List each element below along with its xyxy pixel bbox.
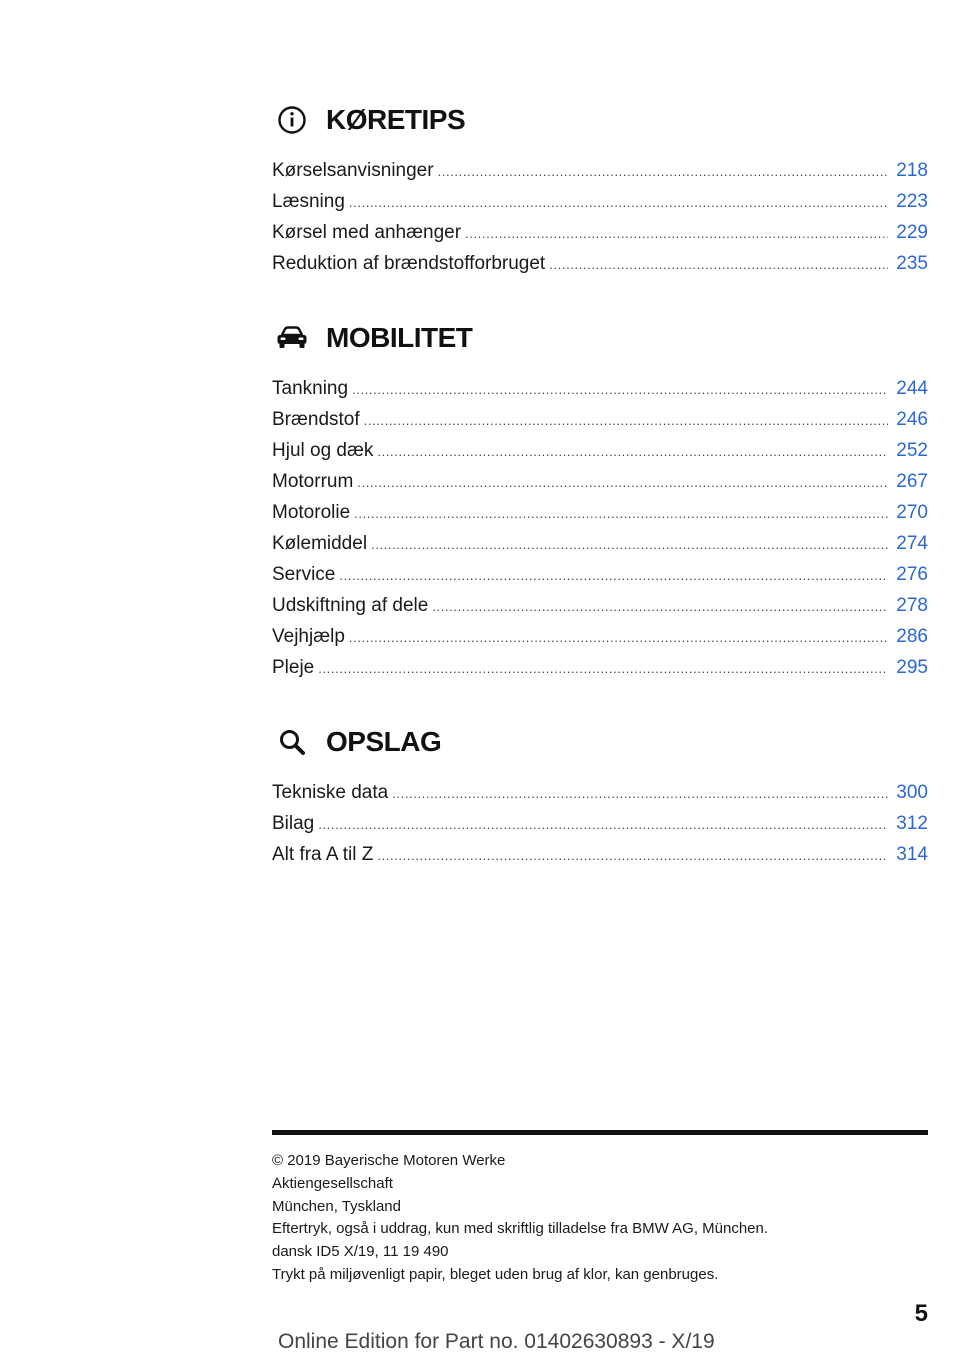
toc-entry-label: Motorrum bbox=[272, 471, 354, 492]
toc-page-link[interactable]: 229 bbox=[896, 222, 928, 243]
search-icon bbox=[272, 727, 312, 757]
toc-entry[interactable] bbox=[272, 626, 928, 657]
section-title: MOBILITET bbox=[326, 322, 473, 353]
toc-page-link[interactable]: 312 bbox=[896, 813, 928, 834]
section-koeretips bbox=[272, 100, 928, 284]
dot-leader bbox=[364, 413, 889, 428]
toc-page-link[interactable]: 314 bbox=[896, 844, 928, 865]
toc-list bbox=[272, 160, 928, 284]
imprint-line: München, Tyskland bbox=[272, 1197, 401, 1215]
imprint-line: © 2019 Bayerische Motoren Werke bbox=[272, 1152, 506, 1169]
toc-page-link[interactable]: 286 bbox=[896, 626, 928, 647]
toc-entry-label: Reduktion af brændstofforbruget bbox=[272, 253, 546, 274]
toc-page-link[interactable]: 300 bbox=[896, 782, 928, 803]
section-opslag bbox=[272, 722, 928, 875]
toc-page-link[interactable]: 223 bbox=[896, 191, 928, 212]
toc-entry-label: Tankning bbox=[272, 378, 349, 399]
toc-entry[interactable] bbox=[272, 657, 928, 688]
toc-entry[interactable] bbox=[272, 471, 928, 502]
section-title: OPSLAG bbox=[326, 726, 442, 757]
toc-entry-label: Bilag bbox=[272, 813, 315, 834]
toc-page-link[interactable]: 270 bbox=[896, 502, 928, 523]
table-of-contents bbox=[272, 100, 928, 909]
toc-entry[interactable] bbox=[272, 440, 928, 471]
toc-entry[interactable] bbox=[272, 595, 928, 626]
toc-entry[interactable] bbox=[272, 844, 928, 875]
section-header bbox=[272, 100, 928, 140]
section-title: KØRETIPS bbox=[326, 104, 466, 135]
imprint-block bbox=[272, 1150, 928, 1287]
toc-entry-label: Service bbox=[272, 564, 336, 585]
toc-page-link[interactable]: 267 bbox=[896, 471, 928, 492]
toc-entry[interactable] bbox=[272, 813, 928, 844]
dot-leader bbox=[377, 848, 888, 863]
toc-entry-label: Vejhjælp bbox=[272, 626, 345, 647]
info-icon bbox=[272, 105, 312, 135]
toc-entry-label: Kørselsanvisninger bbox=[272, 160, 434, 181]
dot-leader bbox=[465, 226, 888, 241]
imprint-line: Aktiengesellschaft bbox=[272, 1174, 393, 1192]
toc-page-link[interactable]: 246 bbox=[896, 409, 928, 430]
toc-entry[interactable] bbox=[272, 564, 928, 595]
toc-entry[interactable] bbox=[272, 409, 928, 440]
imprint-line: dansk ID5 X/19, 11 19 490 bbox=[272, 1243, 449, 1261]
section-mobilitet bbox=[272, 318, 928, 688]
toc-entry-label: Hjul og dæk bbox=[272, 440, 374, 461]
dot-leader bbox=[438, 164, 889, 179]
toc-entry-label: Alt fra A til Z bbox=[272, 844, 374, 865]
imprint-line: Eftertryk, også i uddrag, kun med skriftlig tilladelse fra BMW AG, München. bbox=[272, 1220, 769, 1238]
toc-entry[interactable] bbox=[272, 533, 928, 564]
toc-page-link[interactable]: 252 bbox=[896, 440, 928, 461]
dot-leader bbox=[318, 817, 888, 832]
dot-leader bbox=[392, 786, 888, 801]
dot-leader bbox=[357, 475, 888, 490]
section-header bbox=[272, 722, 928, 762]
page-number: 5 bbox=[914, 1300, 928, 1327]
toc-page-link[interactable]: 218 bbox=[896, 160, 928, 181]
toc-page-link[interactable]: 295 bbox=[896, 657, 928, 678]
toc-entry-label: Udskiftning af dele bbox=[272, 595, 429, 616]
toc-list bbox=[272, 782, 928, 875]
toc-entry-label: Kølemiddel bbox=[272, 533, 368, 554]
dot-leader bbox=[349, 195, 888, 210]
toc-entry-label: Motorolie bbox=[272, 502, 351, 523]
footer-divider bbox=[272, 1130, 928, 1135]
toc-entry-label: Brændstof bbox=[272, 409, 360, 430]
toc-entry[interactable] bbox=[272, 222, 928, 253]
edition-banner: Online Edition for Part no. 01402630893 - X/19 bbox=[278, 1330, 715, 1353]
toc-page-link[interactable]: 274 bbox=[896, 533, 928, 554]
car-icon bbox=[272, 325, 312, 351]
dot-leader bbox=[318, 661, 888, 676]
dot-leader bbox=[354, 506, 888, 521]
dot-leader bbox=[339, 568, 888, 583]
dot-leader bbox=[371, 537, 888, 552]
toc-entry-label: Kørsel med anhænger bbox=[272, 222, 462, 243]
toc-entry-label: Tekniske data bbox=[272, 782, 389, 803]
dot-leader bbox=[349, 630, 888, 645]
dot-leader bbox=[432, 599, 888, 614]
toc-entry[interactable] bbox=[272, 502, 928, 533]
imprint-line: Trykt på miljøvenligt papir, bleget uden brug af klor, kan genbruges. bbox=[272, 1265, 719, 1283]
toc-page-link[interactable]: 278 bbox=[896, 595, 928, 616]
dot-leader bbox=[377, 444, 888, 459]
toc-list bbox=[272, 378, 928, 688]
toc-entry[interactable] bbox=[272, 253, 928, 284]
toc-entry[interactable] bbox=[272, 782, 928, 813]
toc-entry-label: Pleje bbox=[272, 657, 315, 678]
toc-page-link[interactable]: 276 bbox=[896, 564, 928, 585]
section-header bbox=[272, 318, 928, 358]
toc-page-link[interactable]: 235 bbox=[896, 253, 928, 274]
toc-page-link[interactable]: 244 bbox=[896, 378, 928, 399]
toc-entry[interactable] bbox=[272, 160, 928, 191]
toc-entry[interactable] bbox=[272, 378, 928, 409]
toc-entry-label: Læsning bbox=[272, 191, 345, 212]
dot-leader bbox=[352, 382, 888, 397]
toc-entry[interactable] bbox=[272, 191, 928, 222]
dot-leader bbox=[549, 257, 888, 272]
